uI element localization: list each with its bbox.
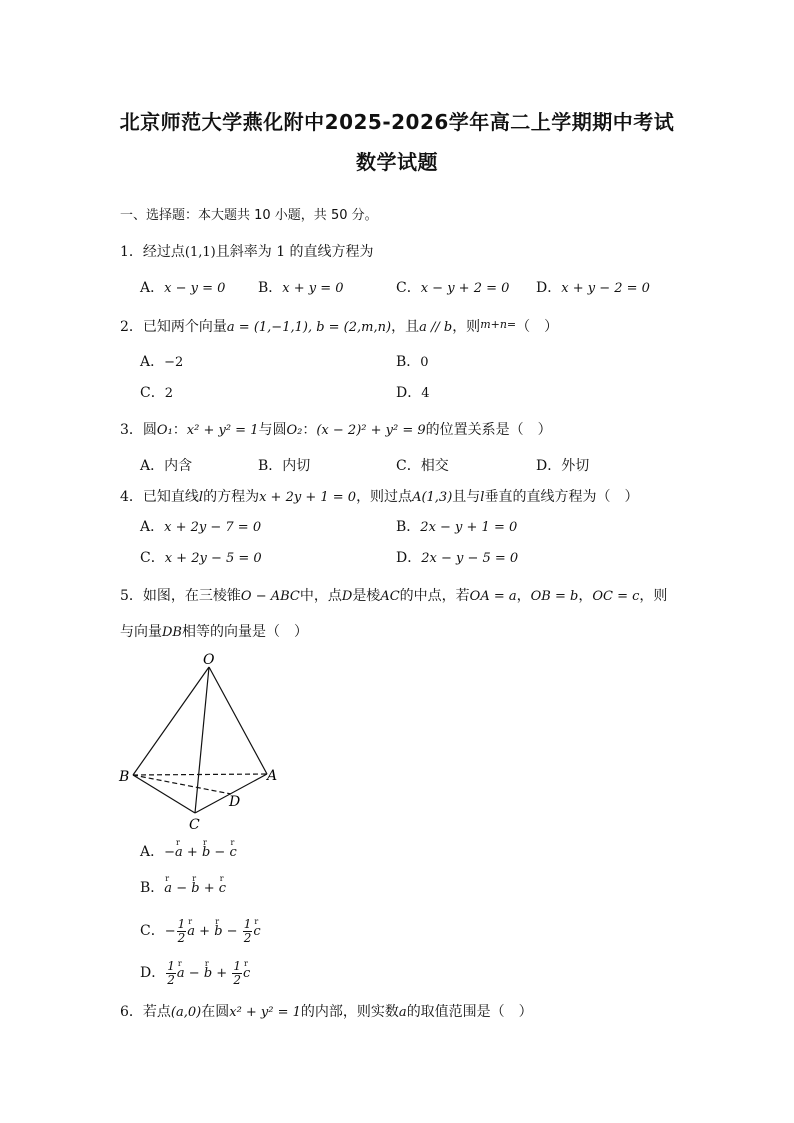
question-6-stem: 6．若点(a,0)在圆x² + y² = 1的内部，则实数a的取值范围是（ ） — [120, 1004, 533, 1020]
question-2-option-d[interactable]: D．4 — [396, 385, 430, 401]
page-title: 北京师范大学燕化附中2025-2026学年高二上学期期中考试 — [119, 110, 675, 134]
label-a: A — [267, 768, 278, 784]
question-3-stem: 3．圆O₁：x² + y² = 1与圆O₂：(x − 2)² + y² = 9的位置关系是（ ） — [120, 422, 552, 438]
question-4-option-c[interactable]: C．x + 2y − 5 = 0 — [140, 550, 262, 566]
question-5-option-d[interactable]: D． $\frac{1}{2}$ r a − r b + $\frac{1}{2}$ r c — [140, 960, 250, 987]
edge-oc — [195, 667, 209, 813]
question-1-stem: 1．经过点(1,1)且斜率为 1 的直线方程为 — [120, 244, 374, 260]
question-5-stem: 5．如图，在三棱锥O − ABC中，点D是棱AC的中点，若OA = a，OB = b，OC = c，则 — [120, 588, 668, 604]
question-2-option-a[interactable]: A．−2 — [140, 354, 184, 370]
question-4-option-a[interactable]: A．x + 2y − 7 = 0 — [140, 519, 262, 535]
question-2-option-b[interactable]: B．0 — [396, 354, 429, 370]
question-3-option-a[interactable]: A．内含 — [140, 458, 193, 474]
question-5-option-b[interactable]: B．r a − r b + r c — [140, 878, 226, 899]
question-5-option-a[interactable]: A．−r a + r b − r c — [140, 842, 237, 863]
label-d: D — [229, 794, 241, 810]
question-1-option-c[interactable]: C．x − y + 2 = 0 — [396, 280, 510, 296]
edge-ba-hidden — [133, 774, 267, 775]
label-b: B — [119, 769, 130, 785]
question-5-option-c[interactable]: C．− $\frac{1}{2}$ r a + r b − $\frac{1}{2}$ r c — [140, 918, 261, 945]
edge-ob — [133, 667, 209, 775]
question-2-option-c[interactable]: C．2 — [140, 385, 173, 401]
question-4-option-b[interactable]: B．2x − y + 1 = 0 — [396, 519, 518, 535]
tetrahedron-figure — [110, 648, 290, 834]
question-1-option-b[interactable]: B．x + y = 0 — [258, 280, 344, 296]
question-4-stem: 4．已知直线l的方程为x + 2y + 1 = 0，则过点A(1,3)且与l垂直的直线方程为（ ） — [120, 489, 639, 505]
question-4-option-d[interactable]: D．2x − y − 5 = 0 — [396, 550, 519, 566]
label-o: O — [203, 652, 215, 668]
question-1-option-d[interactable]: D．x + y − 2 = 0 — [536, 280, 650, 296]
question-3-option-c[interactable]: C．相交 — [396, 458, 449, 474]
page-subtitle: 数学试题 — [356, 150, 438, 174]
question-5-stem-line2: 与向量DB相等的向量是（ ） — [120, 624, 308, 640]
question-3-option-d[interactable]: D．外切 — [536, 458, 590, 474]
question-3-option-b[interactable]: B．内切 — [258, 458, 311, 474]
question-2-stem: 2．已知两个向量a = (1,−1,1), b = (2,m,n)，且a // b，则$^{m+n=}$（ ） — [120, 318, 559, 335]
section-heading: 一、选择题：本大题共 10 小题，共 50 分。 — [120, 208, 378, 223]
edge-bc — [133, 775, 195, 813]
label-c: C — [189, 817, 200, 833]
question-1-option-a[interactable]: A．x − y = 0 — [140, 280, 226, 296]
edge-oa — [209, 667, 267, 774]
